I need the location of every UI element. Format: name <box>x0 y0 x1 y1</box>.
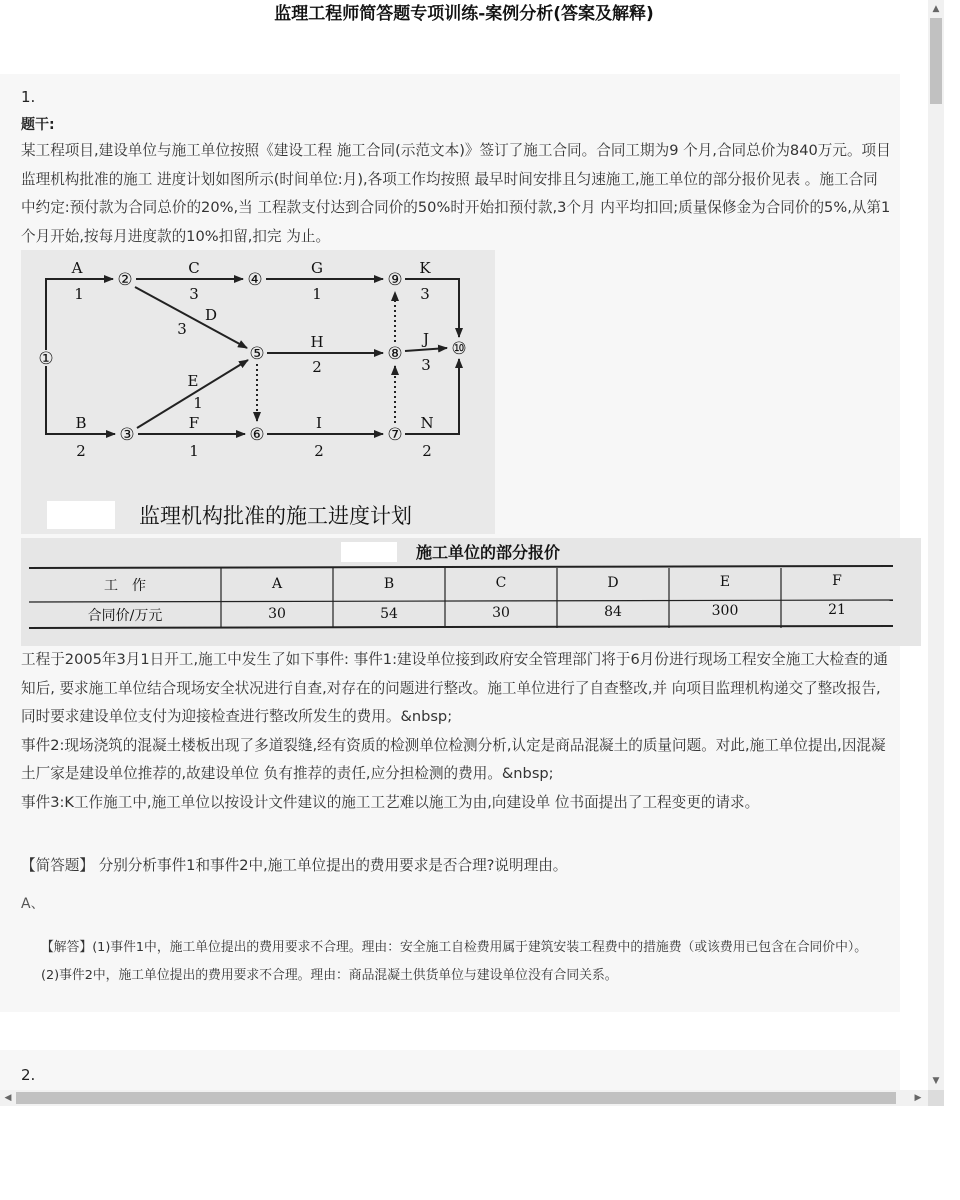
activity-j-name: J <box>422 330 430 348</box>
table-col-f: F <box>832 573 842 589</box>
node-2: ② <box>117 270 133 290</box>
page-title: 监理工程师简答题专项训练-案例分析(答案及解释) <box>274 4 654 24</box>
activity-b-duration: 2 <box>76 442 86 460</box>
scroll-down-icon[interactable]: ▼ <box>932 1076 940 1086</box>
activity-c-name: C <box>188 259 200 277</box>
activity-j-duration: 3 <box>421 356 431 374</box>
table-col-b: B <box>383 576 395 592</box>
activity-d-name: D <box>204 306 218 324</box>
network-diagram <box>21 250 495 534</box>
activity-a-name: A <box>71 259 83 277</box>
activity-c-duration: 3 <box>189 285 199 303</box>
activity-n-duration: 2 <box>422 442 432 460</box>
price-table-svg <box>21 538 921 646</box>
table-caption: 施工单位的部分报价 <box>416 543 561 562</box>
activity-e-name: E <box>187 372 199 390</box>
question-card-1 <box>0 74 900 1012</box>
activity-d-duration: 3 <box>177 320 187 338</box>
caption-mask <box>341 542 397 562</box>
question-number: 1. <box>21 88 36 106</box>
table-val-b: 54 <box>380 606 398 622</box>
short-answer-question: 【简答题】 分别分析事件1和事件2中,施工单位提出的费用要求是否合理?说明理由。 <box>21 857 568 874</box>
activity-k-name: K <box>419 259 431 277</box>
activity-i-name: I <box>316 414 322 432</box>
question-card-2 <box>0 1050 900 1090</box>
node-8: ⑧ <box>387 344 403 364</box>
table-val-f: 21 <box>828 602 846 618</box>
horizontal-scrollbar[interactable] <box>0 1090 928 1106</box>
scroll-up-icon[interactable]: ▲ <box>932 4 940 14</box>
activity-j-arrow <box>405 348 447 351</box>
table-col-c: C <box>495 575 507 591</box>
node-1: ① <box>38 349 54 369</box>
table-col-a: A <box>271 576 283 592</box>
node-9: ⑨ <box>387 270 403 290</box>
event-1: 工程于2005年3月1日开工,施工中发生了如下事件: 事件1:建设单位接到政府安全管理部门将于6月份进行现场工程安全施工大检查的通知后, 要求施工单位结合现场安全状况进行自查,对存在的问题进行整改。施工单位进行了自查整改,并 向项目监理机构递交了整改报告,同时要求建设单位支付为迎接检查进行整改所发生的费用。&nbsp; <box>21 651 888 725</box>
events-text <box>21 646 891 817</box>
activity-k-duration: 3 <box>420 285 430 303</box>
stem-label: 题干: <box>21 117 55 133</box>
table-header-label: 工 作 <box>104 578 146 594</box>
vertical-scrollbar[interactable] <box>928 0 944 1090</box>
activity-a-duration: 1 <box>74 285 84 303</box>
activity-k-arrow <box>405 279 459 337</box>
node-6: ⑥ <box>249 425 265 445</box>
scrollbar-corner <box>928 1090 944 1106</box>
activity-b-name: B <box>75 414 87 432</box>
activity-g-duration: 1 <box>312 285 322 303</box>
answer-explanation: 【解答】(1)事件1中，施工单位提出的费用要求不合理。理由：安全施工自检费用属于建筑安装工程费中的措施费（或该费用已包含在合同价中）。(2)事件2中，施工单位提出的费用要求不合理。理由：商品混凝土供货单位与建设单位没有合同关系。 <box>41 940 868 983</box>
activity-g-name: G <box>311 259 323 277</box>
activity-h-name: H <box>310 333 324 351</box>
activity-h-duration: 2 <box>312 358 322 376</box>
network-svg <box>21 250 495 534</box>
node-4: ④ <box>247 270 263 290</box>
table-val-d: 84 <box>604 604 622 620</box>
activity-n-name: N <box>420 414 434 432</box>
diagram-caption: 监理机构批准的施工进度计划 <box>139 504 412 528</box>
table-col-e: E <box>719 574 731 590</box>
activity-i-duration: 2 <box>314 442 324 460</box>
price-table <box>21 538 921 646</box>
table-col-d: D <box>607 575 619 591</box>
table-val-c: 30 <box>492 605 510 621</box>
horizontal-scroll-thumb[interactable] <box>16 1092 896 1104</box>
scroll-left-icon[interactable]: ◀ <box>4 1093 12 1103</box>
node-3: ③ <box>119 425 135 445</box>
caption-mask <box>47 501 115 529</box>
question-number: 2. <box>21 1066 36 1084</box>
table-val-a: 30 <box>268 606 286 622</box>
node-7: ⑦ <box>387 425 403 445</box>
scroll-right-icon[interactable]: ▶ <box>914 1093 922 1103</box>
node-5: ⑤ <box>249 344 265 364</box>
activity-e-duration: 1 <box>193 394 203 412</box>
vertical-scroll-thumb[interactable] <box>930 18 942 104</box>
activity-f-name: F <box>188 414 200 432</box>
table-row-label: 合同价/万元 <box>87 608 163 624</box>
event-2: 事件2:现场浇筑的混凝土楼板出现了多道裂缝,经有资质的检测单位检测分析,认定是商品混凝土的质量问题。对此,施工单位提出,因混凝土厂家是建设单位推荐的,故建设单位 负有推荐的责任,应分担检测的费用。&nbsp; <box>21 736 886 782</box>
activity-f-duration: 1 <box>189 442 199 460</box>
answer-option-a[interactable]: A、 <box>21 896 45 912</box>
table-val-e: 300 <box>711 603 739 619</box>
node-10: ⑩ <box>451 339 467 359</box>
event-3: 事件3:K工作施工中,施工单位以按设计文件建议的施工工艺难以施工为由,向建设单 位书面提出了工程变更的请求。 <box>21 793 760 811</box>
question-stem: 某工程项目,建设单位与施工单位按照《建设工程 施工合同(示范文本)》签订了施工合同。合同工期为9 个月,合同总价为840万元。项目监理机构批准的施工 进度计划如图所示(时间单位:月),各项工作均按照 最早时间安排且匀速施工,施工单位的部分报价见表 。施工合同中约定:预付款为合同总价的20%,当 工程款支付达到合同价的50%时开始扣预付款,3个月 内平均扣回;质量保修金为合同价的5%,从第1个月开始,按每月进度款的10%扣留,扣完 为止。 <box>21 142 891 245</box>
